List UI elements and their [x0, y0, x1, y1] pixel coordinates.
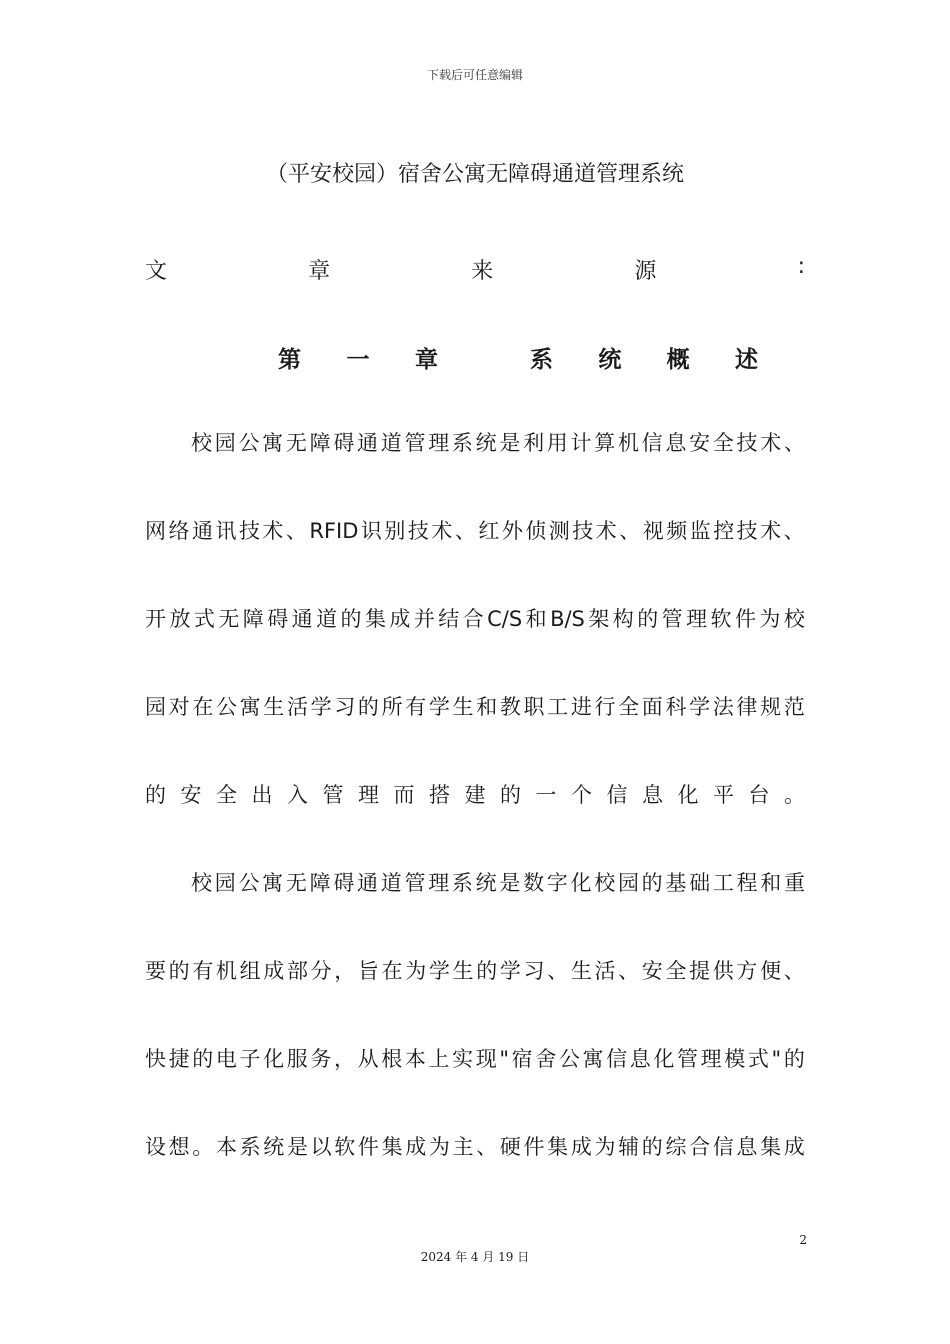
text-token: 生: [263, 695, 285, 719]
source-char: 文: [145, 259, 168, 284]
text-token: 安: [641, 959, 663, 983]
text-token: 成: [783, 1135, 805, 1159]
text-token: 重: [783, 871, 805, 895]
text-token: 想: [168, 1135, 190, 1159]
text-token: 管: [661, 607, 683, 631]
text-token: 科: [665, 695, 687, 719]
paragraph-line: [145, 487, 805, 575]
text-token: 活: [286, 695, 308, 719]
text-token: 学: [428, 695, 450, 719]
text-token: 平: [713, 783, 734, 807]
text-token: 碍: [333, 431, 355, 455]
text-token: 电: [215, 1047, 237, 1071]
text-token: 校: [594, 871, 616, 895]
text-token: 寓: [262, 431, 284, 455]
text-token: 系: [451, 871, 473, 895]
text-token: 和: [476, 695, 498, 719]
text-token: 信: [641, 431, 663, 455]
text-token: 学: [499, 959, 521, 983]
text-token: 。: [192, 1135, 214, 1159]
text-token: 、: [783, 959, 805, 983]
text-token: 生: [452, 695, 474, 719]
text-token: 入: [287, 783, 308, 807]
text-token: 机: [215, 959, 237, 983]
text-token: 有: [405, 695, 427, 719]
text-token: 算: [594, 431, 616, 455]
text-token: C/S: [487, 607, 523, 631]
text-token: 律: [736, 695, 758, 719]
text-token: 主: [452, 1135, 474, 1159]
text-token: 的: [500, 783, 521, 807]
text-token: 障: [309, 431, 331, 455]
text-token: 寓: [262, 871, 284, 895]
text-token: 规: [760, 695, 782, 719]
chapter-char: 述: [734, 347, 758, 373]
text-token: 通: [191, 519, 213, 543]
text-token: 识: [360, 519, 382, 543]
text-token: 全: [216, 783, 237, 807]
text-token: 为: [405, 959, 427, 983]
text-token: 技: [736, 431, 758, 455]
text-token: 软: [710, 607, 732, 631]
text-token: 理: [686, 607, 708, 631]
text-token: 综: [665, 1135, 687, 1159]
text-token: 的: [145, 783, 166, 807]
text-token: 本: [404, 1047, 426, 1071]
text-token: 构: [612, 607, 634, 631]
text-token: 寓: [582, 1047, 604, 1071]
chapter-char: 第: [278, 347, 301, 373]
text-token: 碍: [333, 871, 355, 895]
text-token: 频: [666, 519, 688, 543]
paragraph-line: [145, 1103, 805, 1191]
text-token: 架: [588, 607, 610, 631]
text-token: 园: [214, 871, 236, 895]
source-char: 章: [308, 259, 331, 284]
text-token: 的: [357, 695, 379, 719]
text-token: 统: [263, 1135, 285, 1159]
text-token: 公: [558, 1047, 580, 1071]
text-token: ，: [334, 1047, 355, 1071]
text-token: 管: [322, 783, 344, 807]
text-token: 是: [286, 1135, 308, 1159]
paragraph-line: [145, 927, 805, 1015]
text-token: 数: [523, 871, 545, 895]
text-token: 术: [431, 519, 453, 543]
text-token: 外: [501, 519, 523, 543]
text-token: 以: [310, 1135, 332, 1159]
text-token: 的: [641, 1135, 663, 1159]
text-token: 学: [428, 959, 450, 983]
text-token: 信: [606, 1047, 628, 1071]
chapter-char: 统: [598, 347, 622, 373]
text-token: 法: [712, 695, 734, 719]
text-token: 控: [713, 519, 735, 543]
text-token: 本: [215, 1135, 237, 1159]
text-token: 集: [381, 1135, 403, 1159]
text-token: 础: [689, 871, 711, 895]
text-token: ": [499, 1047, 510, 1071]
text-token: RFID: [309, 519, 359, 543]
text-token: 合: [689, 1135, 711, 1159]
text-token: 的: [192, 1047, 214, 1071]
text-token: 、: [454, 519, 476, 543]
text-token: 生: [570, 959, 592, 983]
text-token: 系: [451, 431, 473, 455]
text-token: 术: [760, 431, 782, 455]
text-token: 舍: [535, 1047, 557, 1071]
text-token: 化: [677, 783, 699, 807]
text-token: 道: [380, 431, 402, 455]
text-token: 面: [641, 695, 663, 719]
document-title: （平安校园）宿舍公寓无障碍通道管理系统: [265, 162, 684, 187]
text-token: 上: [428, 1047, 450, 1071]
page-number: 2: [799, 1233, 807, 1247]
text-token: 全: [712, 431, 734, 455]
text-token: 习: [523, 959, 545, 983]
text-token: 硬: [499, 1135, 521, 1159]
text-token: 设: [145, 1135, 166, 1159]
text-token: 无: [285, 431, 307, 455]
text-token: 校: [191, 431, 212, 455]
text-token: 通: [291, 607, 313, 631]
body-text: [145, 399, 805, 1191]
text-token: 技: [572, 519, 594, 543]
text-token: 软: [334, 1135, 356, 1159]
text-token: 安: [180, 783, 202, 807]
text-token: 、: [783, 519, 805, 543]
text-token: 网: [145, 519, 166, 543]
text-token: 和: [525, 607, 547, 631]
text-token: 的: [641, 871, 663, 895]
text-token: 生: [452, 959, 474, 983]
text-token: 测: [548, 519, 570, 543]
paragraph-line: [145, 399, 805, 487]
text-token: 障: [309, 871, 331, 895]
paragraph-2: [145, 839, 805, 1191]
text-token: 习: [334, 695, 356, 719]
chapter-name: [530, 341, 758, 374]
text-token: 监: [689, 519, 711, 543]
text-token: 模: [724, 1047, 746, 1071]
text-token: 通: [357, 431, 379, 455]
text-token: 利: [523, 431, 545, 455]
text-token: 息: [665, 431, 687, 455]
text-token: ": [771, 1047, 782, 1071]
text-token: 集: [760, 1135, 782, 1159]
text-token: 学: [310, 695, 332, 719]
text-token: 实: [452, 1047, 474, 1071]
text-token: 管: [404, 871, 426, 895]
text-token: 园: [214, 431, 236, 455]
text-token: 旨: [357, 959, 379, 983]
text-token: 、: [476, 1135, 498, 1159]
text-token: 基: [665, 871, 687, 895]
text-token: 、: [285, 519, 307, 543]
text-token: 息: [736, 1135, 758, 1159]
text-token: 园: [617, 871, 639, 895]
chapter-heading: [278, 341, 758, 374]
text-token: 的: [340, 607, 362, 631]
text-token: 息: [642, 783, 663, 807]
text-token: 管: [677, 1047, 699, 1071]
text-token: 现: [475, 1047, 497, 1071]
text-token: 信: [712, 1135, 734, 1159]
text-token: 成: [570, 1135, 592, 1159]
text-token: 统: [475, 871, 497, 895]
text-token: 术: [262, 519, 284, 543]
text-token: 的: [476, 959, 498, 983]
text-token: 件: [734, 607, 756, 631]
header-note: 下载后可任意编辑: [426, 68, 523, 82]
text-token: 用: [546, 431, 568, 455]
text-token: 务: [310, 1047, 332, 1071]
text-token: 式: [747, 1047, 769, 1071]
text-token: 、: [547, 959, 569, 983]
text-token: 讯: [215, 519, 237, 543]
text-token: 工: [547, 695, 569, 719]
text-token: 在: [381, 959, 403, 983]
text-token: 管: [404, 431, 426, 455]
text-token: 集: [547, 1135, 569, 1159]
paragraph-line: [145, 1015, 805, 1103]
text-token: 放: [169, 607, 191, 631]
text-token: 字: [546, 871, 568, 895]
text-token: 侦: [525, 519, 547, 543]
text-token: ，: [334, 959, 356, 983]
text-token: 化: [263, 1047, 285, 1071]
article-source-line: [145, 254, 805, 285]
text-token: 学: [689, 695, 711, 719]
source-char: 源: [634, 259, 657, 284]
text-token: 全: [665, 959, 687, 983]
text-token: 程: [736, 871, 758, 895]
text-token: 理: [428, 871, 450, 895]
text-token: 为: [759, 607, 781, 631]
text-token: 络: [168, 519, 190, 543]
text-token: 件: [523, 1135, 545, 1159]
paragraph-line: [145, 663, 805, 751]
text-token: 工: [712, 871, 734, 895]
text-token: 出: [251, 783, 273, 807]
text-token: 息: [629, 1047, 651, 1071]
text-token: 开: [145, 607, 166, 631]
source-char: 来: [471, 259, 494, 284]
text-token: 园: [145, 695, 166, 719]
text-token: 通: [357, 871, 379, 895]
text-token: 是: [499, 431, 521, 455]
text-token: 术: [760, 519, 782, 543]
text-token: 安: [689, 431, 711, 455]
text-token: 的: [637, 607, 659, 631]
text-token: 供: [712, 959, 734, 983]
text-token: 在: [192, 695, 214, 719]
text-token: 寓: [239, 695, 261, 719]
text-token: 和: [760, 871, 782, 895]
text-token: 成: [389, 607, 411, 631]
chapter-char: 系: [530, 347, 553, 373]
text-token: 有: [192, 959, 214, 983]
text-token: 的: [168, 959, 190, 983]
text-token: 教: [499, 695, 521, 719]
paragraph-line: [145, 839, 805, 927]
text-token: 集: [364, 607, 386, 631]
text-token: 信: [606, 783, 628, 807]
text-token: 无: [218, 607, 240, 631]
text-token: 理: [428, 431, 450, 455]
text-token: 活: [594, 959, 616, 983]
text-token: 道: [380, 871, 402, 895]
text-token: 别: [384, 519, 406, 543]
text-token: 技: [238, 519, 260, 543]
text-token: 捷: [168, 1047, 190, 1071]
text-token: 系: [239, 1135, 261, 1159]
text-token: 全: [618, 695, 640, 719]
text-token: 视: [642, 519, 664, 543]
text-token: 校: [783, 607, 805, 631]
chapter-number: [278, 341, 438, 374]
text-token: 要: [145, 959, 166, 983]
text-token: 成: [263, 959, 285, 983]
text-token: 分: [310, 959, 332, 983]
text-token: 公: [215, 695, 237, 719]
chapter-char: 概: [666, 347, 690, 373]
text-token: 统: [475, 431, 497, 455]
text-token: 公: [238, 871, 260, 895]
paragraph-last-line: [145, 751, 805, 839]
text-token: 理: [700, 1047, 722, 1071]
chapter-gap: [438, 341, 530, 374]
text-token: 道: [316, 607, 338, 631]
text-token: 、: [619, 519, 641, 543]
text-token: 结: [438, 607, 460, 631]
text-token: 无: [285, 871, 307, 895]
text-token: 合: [462, 607, 484, 631]
text-token: 台: [748, 783, 770, 807]
text-token: 、: [783, 431, 805, 455]
text-token: 机: [617, 431, 639, 455]
paragraph-1: [145, 399, 805, 839]
text-token: 方: [736, 959, 758, 983]
text-token: 行: [594, 695, 616, 719]
text-token: 公: [238, 431, 260, 455]
text-token: 校: [191, 871, 212, 895]
text-token: 为: [594, 1135, 616, 1159]
paragraph-line: [145, 575, 805, 663]
text-token: 化: [653, 1047, 675, 1071]
text-token: 件: [357, 1135, 379, 1159]
text-token: 子: [239, 1047, 261, 1071]
footer-date: 2024 年 4 月 19 日: [420, 1250, 530, 1264]
text-token: 宿: [511, 1047, 533, 1071]
chapter-char: 章: [415, 347, 438, 373]
text-token: 而: [393, 783, 415, 807]
text-token: 所: [381, 695, 403, 719]
text-token: 技: [736, 519, 758, 543]
text-token: 部: [286, 959, 308, 983]
text-token: 。: [784, 783, 805, 807]
text-token: 、: [618, 959, 640, 983]
text-token: 障: [242, 607, 264, 631]
text-token: 为: [428, 1135, 450, 1159]
text-token: 服: [286, 1047, 308, 1071]
text-token: 提: [689, 959, 711, 983]
text-token: 便: [760, 959, 782, 983]
text-token: 对: [168, 695, 190, 719]
text-token: 辅: [618, 1135, 640, 1159]
text-token: 是: [499, 871, 521, 895]
text-token: 搭: [429, 783, 450, 807]
text-token: 进: [570, 695, 592, 719]
text-token: B/S: [550, 607, 585, 631]
text-token: 术: [595, 519, 617, 543]
text-token: 组: [239, 959, 261, 983]
text-token: 的: [783, 1047, 805, 1071]
text-token: 根: [381, 1047, 403, 1071]
text-token: 红: [478, 519, 500, 543]
text-token: 从: [357, 1047, 379, 1071]
text-token: 技: [407, 519, 429, 543]
text-token: 化: [570, 871, 592, 895]
text-token: 快: [145, 1047, 166, 1071]
text-token: 一: [535, 783, 557, 807]
text-token: 个: [571, 783, 592, 807]
text-token: 理: [358, 783, 379, 807]
text-token: 并: [413, 607, 435, 631]
text-token: 式: [193, 607, 215, 631]
text-token: 职: [523, 695, 545, 719]
text-token: 范: [783, 695, 805, 719]
text-token: 计: [570, 431, 592, 455]
text-token: 成: [405, 1135, 427, 1159]
chapter-char: 一: [346, 347, 370, 373]
text-token: 碍: [267, 607, 289, 631]
text-token: 建: [464, 783, 486, 807]
source-char: :: [797, 254, 805, 279]
